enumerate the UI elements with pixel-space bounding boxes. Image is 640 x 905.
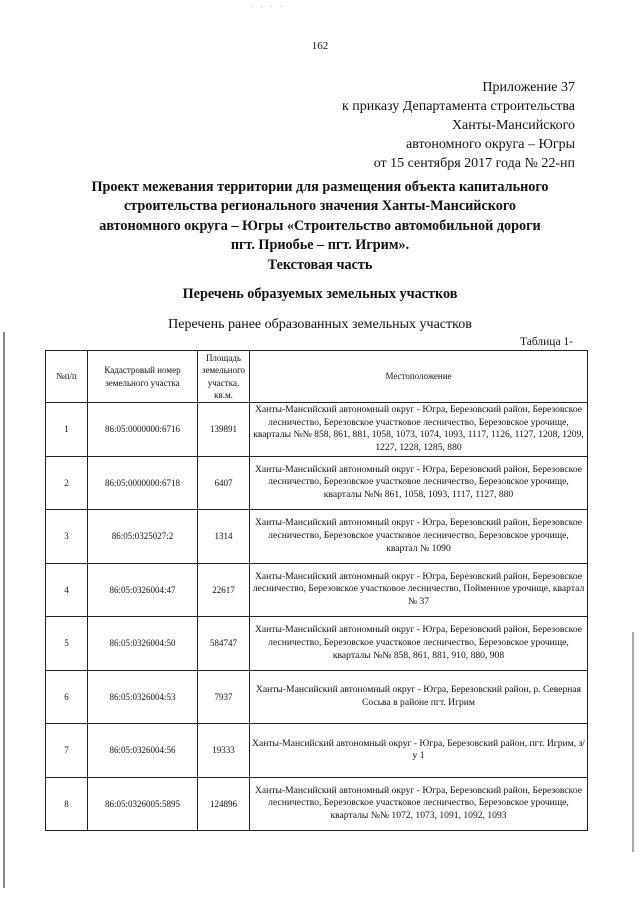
- cell-location: Ханты-Мансийский автономный округ - Югра, Березовский район, Березовское лесничество, Березовское участковое лесничество, Березовское урочище, квартал № 1090: [250, 510, 588, 564]
- cell-num: 3: [46, 510, 88, 564]
- land-plots-table: [45, 350, 588, 831]
- title-line: Проект межевания территории для размещения объекта капитального: [91, 179, 549, 195]
- appendix-line: к приказу Департамента строительства: [341, 99, 575, 114]
- cell-location: Ханты-Мансийский автономный округ - Югра, Березовский район, Березовское лесничество, Березовское участковое лесничество, Березовское урочище, кварталы №№ 858, 861, 881, 910, 880, 908: [250, 617, 588, 671]
- cell-location: Ханты-Мансийский автономный округ - Югра, Березовский район, Березовское лесничество, Березовское участковое лесничество, Березовское урочище, кварталы №№ 1072, 1073, 1091, 1092, 1093: [250, 777, 588, 831]
- header-area: Площадь земельного участка, кв.м.: [198, 351, 250, 403]
- cell-location: Ханты-Мансийский автономный округ - Югра, Березовский район, Березовское лесничество, Березовское участковое лесничество, Березовское урочище, кварталы №№ 858, 861, 881, 1058, 1073, 1074, 1093, 1117, 1126, 1127, 1208, 1209, 1227, 1228, 1285, 880: [250, 403, 588, 457]
- cell-area: 584747: [198, 617, 250, 671]
- cell-cadastral: 86:05:0325027:2: [88, 510, 198, 564]
- table-row: [46, 724, 588, 778]
- title-line: строительства регионального значения Ханты-Мансийского: [123, 198, 517, 215]
- cell-cadastral: 86:05:0000000:6718: [88, 456, 198, 510]
- header-num: №п/п: [46, 351, 88, 403]
- cell-num: 6: [46, 670, 88, 724]
- table-row: [46, 403, 588, 457]
- appendix-line: от 15 сентября 2017 года № 22-нп: [373, 156, 575, 171]
- cell-cadastral: 86:05:0000000:6716: [88, 403, 198, 457]
- scan-edge-mark: [3, 332, 5, 888]
- table-header-row: [46, 351, 588, 403]
- cell-location: Ханты-Мансийский автономный округ - Югра, Березовский район, Березовское лесничество, Березовское участковое лесничество, Березовское урочище, кварталы №№ 861, 1058, 1093, 1117, 1127, 880: [250, 456, 588, 510]
- section-title: Перечень образуемых земельных участков: [182, 286, 458, 302]
- title-line: автономного округа – Югры «Строительство автомобильной дороги: [99, 217, 541, 234]
- cell-location: Ханты-Мансийский автономный округ - Югра, Березовский район, р. Северная Сосьва в районе пгт. Игрим: [250, 670, 588, 724]
- cell-area: 124896: [198, 777, 250, 831]
- appendix-line: Ханты-Мансийского: [451, 118, 575, 133]
- table-row: [46, 617, 588, 671]
- cell-area: 6407: [198, 456, 250, 510]
- cell-area: 139891: [198, 403, 250, 457]
- document-title: [60, 178, 580, 275]
- scan-noise: · · · ·: [250, 2, 285, 13]
- table-row: [46, 456, 588, 510]
- land-plots-table-container: [45, 350, 587, 831]
- cell-area: 1314: [198, 510, 250, 564]
- appendix-line: Приложение 37: [482, 80, 575, 95]
- header-location: Местоположение: [250, 351, 588, 403]
- header-cadastral: Кадастровый номер земельного участка: [88, 351, 198, 403]
- cell-num: 5: [46, 617, 88, 671]
- appendix-header: [175, 78, 575, 173]
- scan-edge-mark: [632, 632, 634, 852]
- cell-num: 1: [46, 403, 88, 457]
- cell-location: Ханты-Мансийский автономный округ - Югра, Березовский район, Березовское лесничество, Березовское участковое лесничество, Пойменное урочище, квартал № 37: [250, 563, 588, 617]
- table-row: [46, 510, 588, 564]
- cell-area: 19333: [198, 724, 250, 778]
- table-row: [46, 563, 588, 617]
- cell-num: 2: [46, 456, 88, 510]
- cell-area: 22617: [198, 563, 250, 617]
- cell-cadastral: 86:05:0326004:50: [88, 617, 198, 671]
- cell-cadastral: 86:05:0326004:53: [88, 670, 198, 724]
- title-line: Текстовая часть: [267, 256, 373, 273]
- cell-area: 7937: [198, 670, 250, 724]
- cell-cadastral: 86:05:0326004:47: [88, 563, 198, 617]
- title-line: пгт. Приобье – пгт. Игрим».: [230, 237, 410, 254]
- table-row: [46, 670, 588, 724]
- cell-location: Ханты-Мансийский автономный округ - Югра, Березовский район, пгт. Игрим, з/у 1: [250, 724, 588, 778]
- cell-cadastral: 86:05:0326005:5895: [88, 777, 198, 831]
- subsection-title: Перечень ранее образованных земельных участков: [168, 317, 472, 332]
- page-number: 162: [311, 40, 329, 52]
- table-row: [46, 777, 588, 831]
- cell-num: 8: [46, 777, 88, 831]
- cell-num: 7: [46, 724, 88, 778]
- appendix-line: автономного округа – Югры: [406, 137, 575, 152]
- table-label: Таблица 1-: [520, 336, 574, 348]
- cell-num: 4: [46, 563, 88, 617]
- cell-cadastral: 86:05:0326004:56: [88, 724, 198, 778]
